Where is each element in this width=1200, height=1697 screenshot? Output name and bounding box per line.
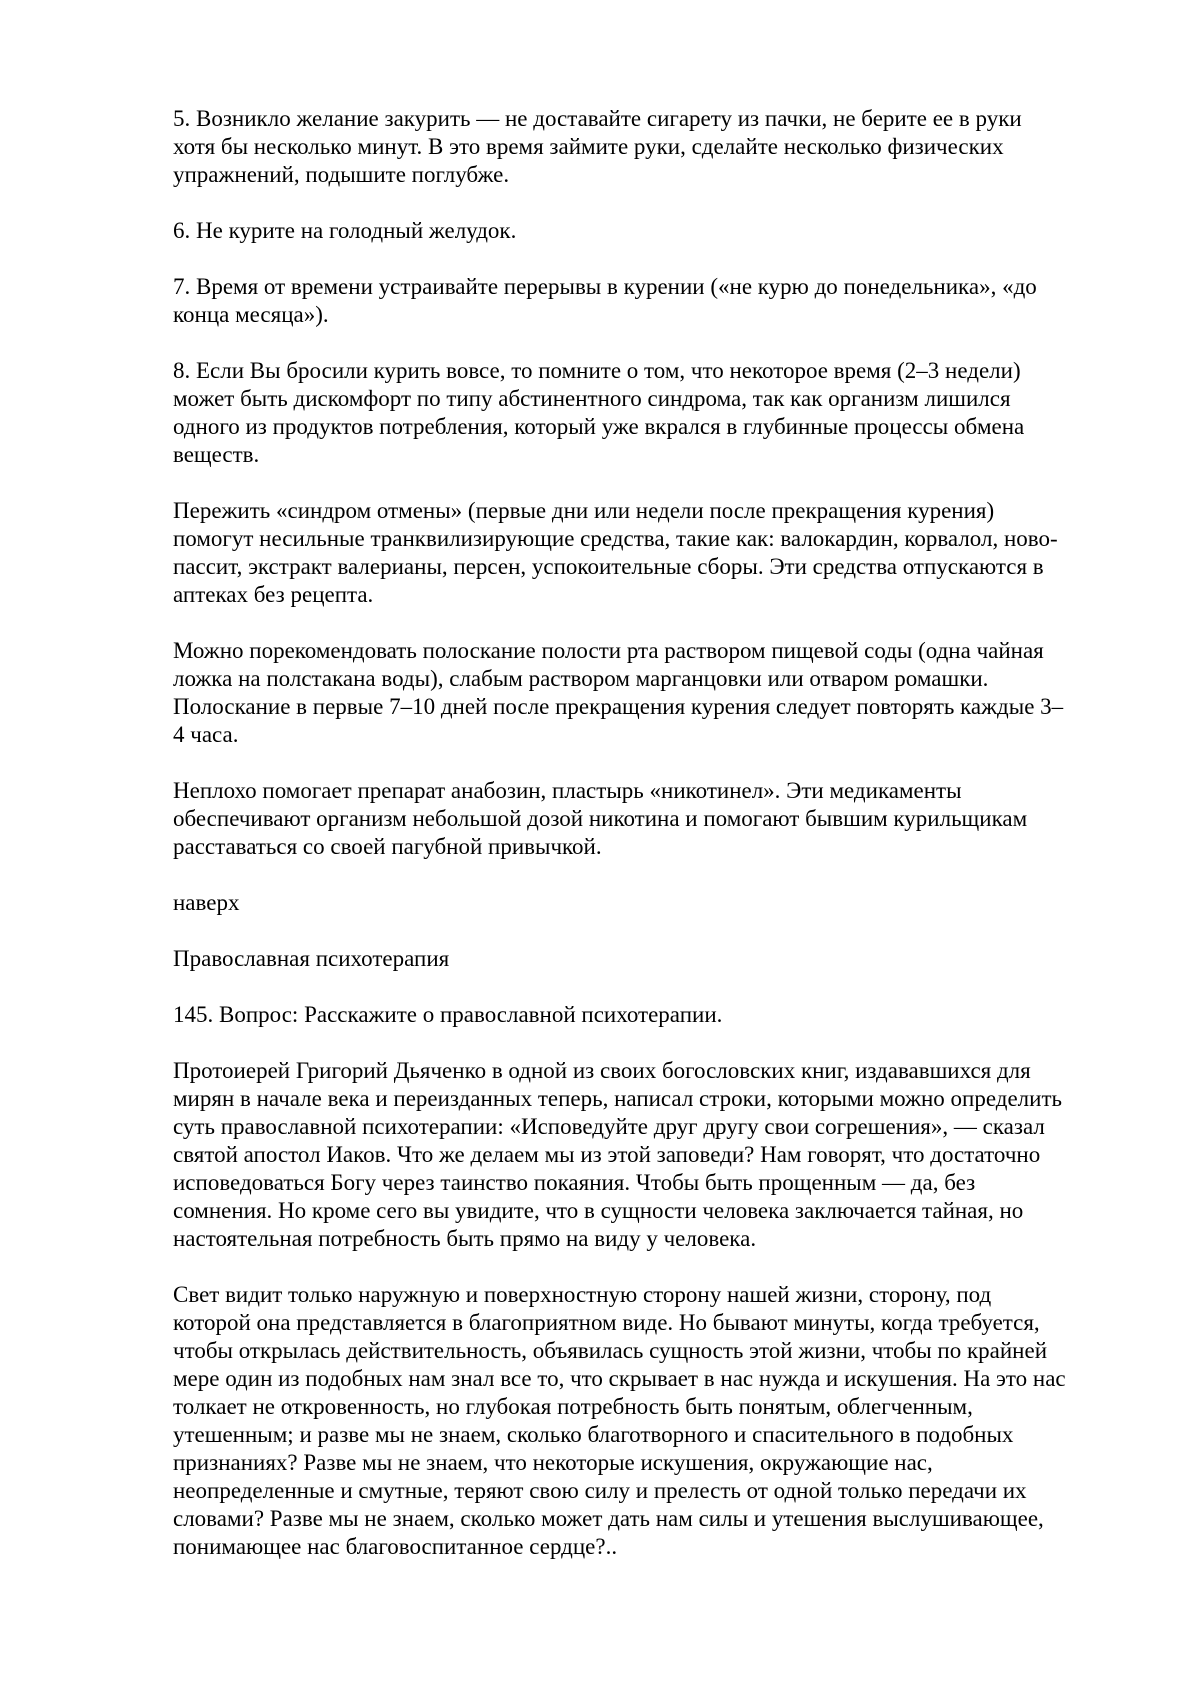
question-145: 145. Вопрос: Расскажите о православной психотерапии.	[173, 1002, 723, 1027]
section-heading: Православная психотерапия	[173, 946, 450, 971]
paragraph-tip-8: 8. Если Вы бросили курить вовсе, то помните о том, что некоторое время (2–3 недели) может быть дискомфорт по типу абстинентного синдрома, так как организм лишился одного из продуктов потребления, который уже вкрался в глубинные процессы обмена веществ.	[173, 358, 1025, 467]
back-to-top-link[interactable]: наверх	[173, 890, 240, 915]
paragraph-rinsing: Можно порекомендовать полоскание полости рта раствором пищевой соды (одна чайная ложка на полстакана воды), слабым раствором марганцовки или отваром ромашки. Полоскание в первые 7–10 дней после прекращения курения следует повторять каждые 3– 4 часа.	[173, 638, 1064, 747]
paragraph-world-sees: Свет видит только наружную и поверхностную сторону нашей жизни, сторону, под которой она представляется в благоприятном виде. Но бывают минуты, когда требуется, чтобы открылась действительность, объявилась сущность этой жизни, чтобы по крайней мере один из подобных нам знал все то, что скрывает в нас нужда и искушения. На это нас толкает не откровенность, но глубокая потребность быть понятым, облегченным, утешенным; и разве мы не знаем, сколько благотворного и спасительного в подобных признаниях? Разве мы не знаем, что некоторые искушения, окружающие нас, неопределенные и смутные, теряют свою силу и прелесть от одной только передачи их словами? Разве мы не знаем, сколько может дать нам силы и утешения выслушивающее, понимающее нас благовоспитанное сердце?..	[173, 1282, 1066, 1559]
document-page	[173, 105, 1133, 1589]
paragraph-tip-7: 7. Время от времени устраивайте перерывы в курении («не курю до понедельника», «до конца месяца»).	[173, 274, 1037, 327]
paragraph-withdrawal: Пережить «синдром отмены» (первые дни или недели после прекращения курения) помогут несильные транквилизирующие средства, такие как: валокардин, корвалол, ново- пассит, экстракт валерианы, персен, успокоительные сборы. Эти средства отпускаются в аптеках без рецепта.	[173, 498, 1058, 607]
paragraph-medication: Неплохо помогает препарат анабозин, пластырь «никотинел». Эти медикаменты обеспечивают организм небольшой дозой никотина и помогают бывшим курильщикам расставаться со своей пагубной привычкой.	[173, 778, 1028, 859]
paragraph-dyachenko: Протоиерей Григорий Дьяченко в одной из своих богословских книг, издававшихся для мирян в начале века и переизданных теперь, написал строки, которыми можно определить суть православной психотерапии: «Исповедуйте друг другу свои согрешения», — сказал святой апостол Иаков. Что же делаем мы из этой заповеди? Нам говорят, что достаточно исповедоваться Богу через таинство покаяния. Чтобы быть прощенным — да, без сомнения. Но кроме сего вы увидите, что в сущности человека заключается тайная, но настоятельная потребность быть прямо на виду у человека.	[173, 1058, 1062, 1251]
paragraph-tip-6: 6. Не курите на голодный желудок.	[173, 218, 517, 243]
paragraph-tip-5: 5. Возникло желание закурить — не доставайте сигарету из пачки, не берите ее в руки хотя бы несколько минут. В это время займите руки, сделайте несколько физических упражнений, подышите поглубже.	[173, 106, 1022, 187]
